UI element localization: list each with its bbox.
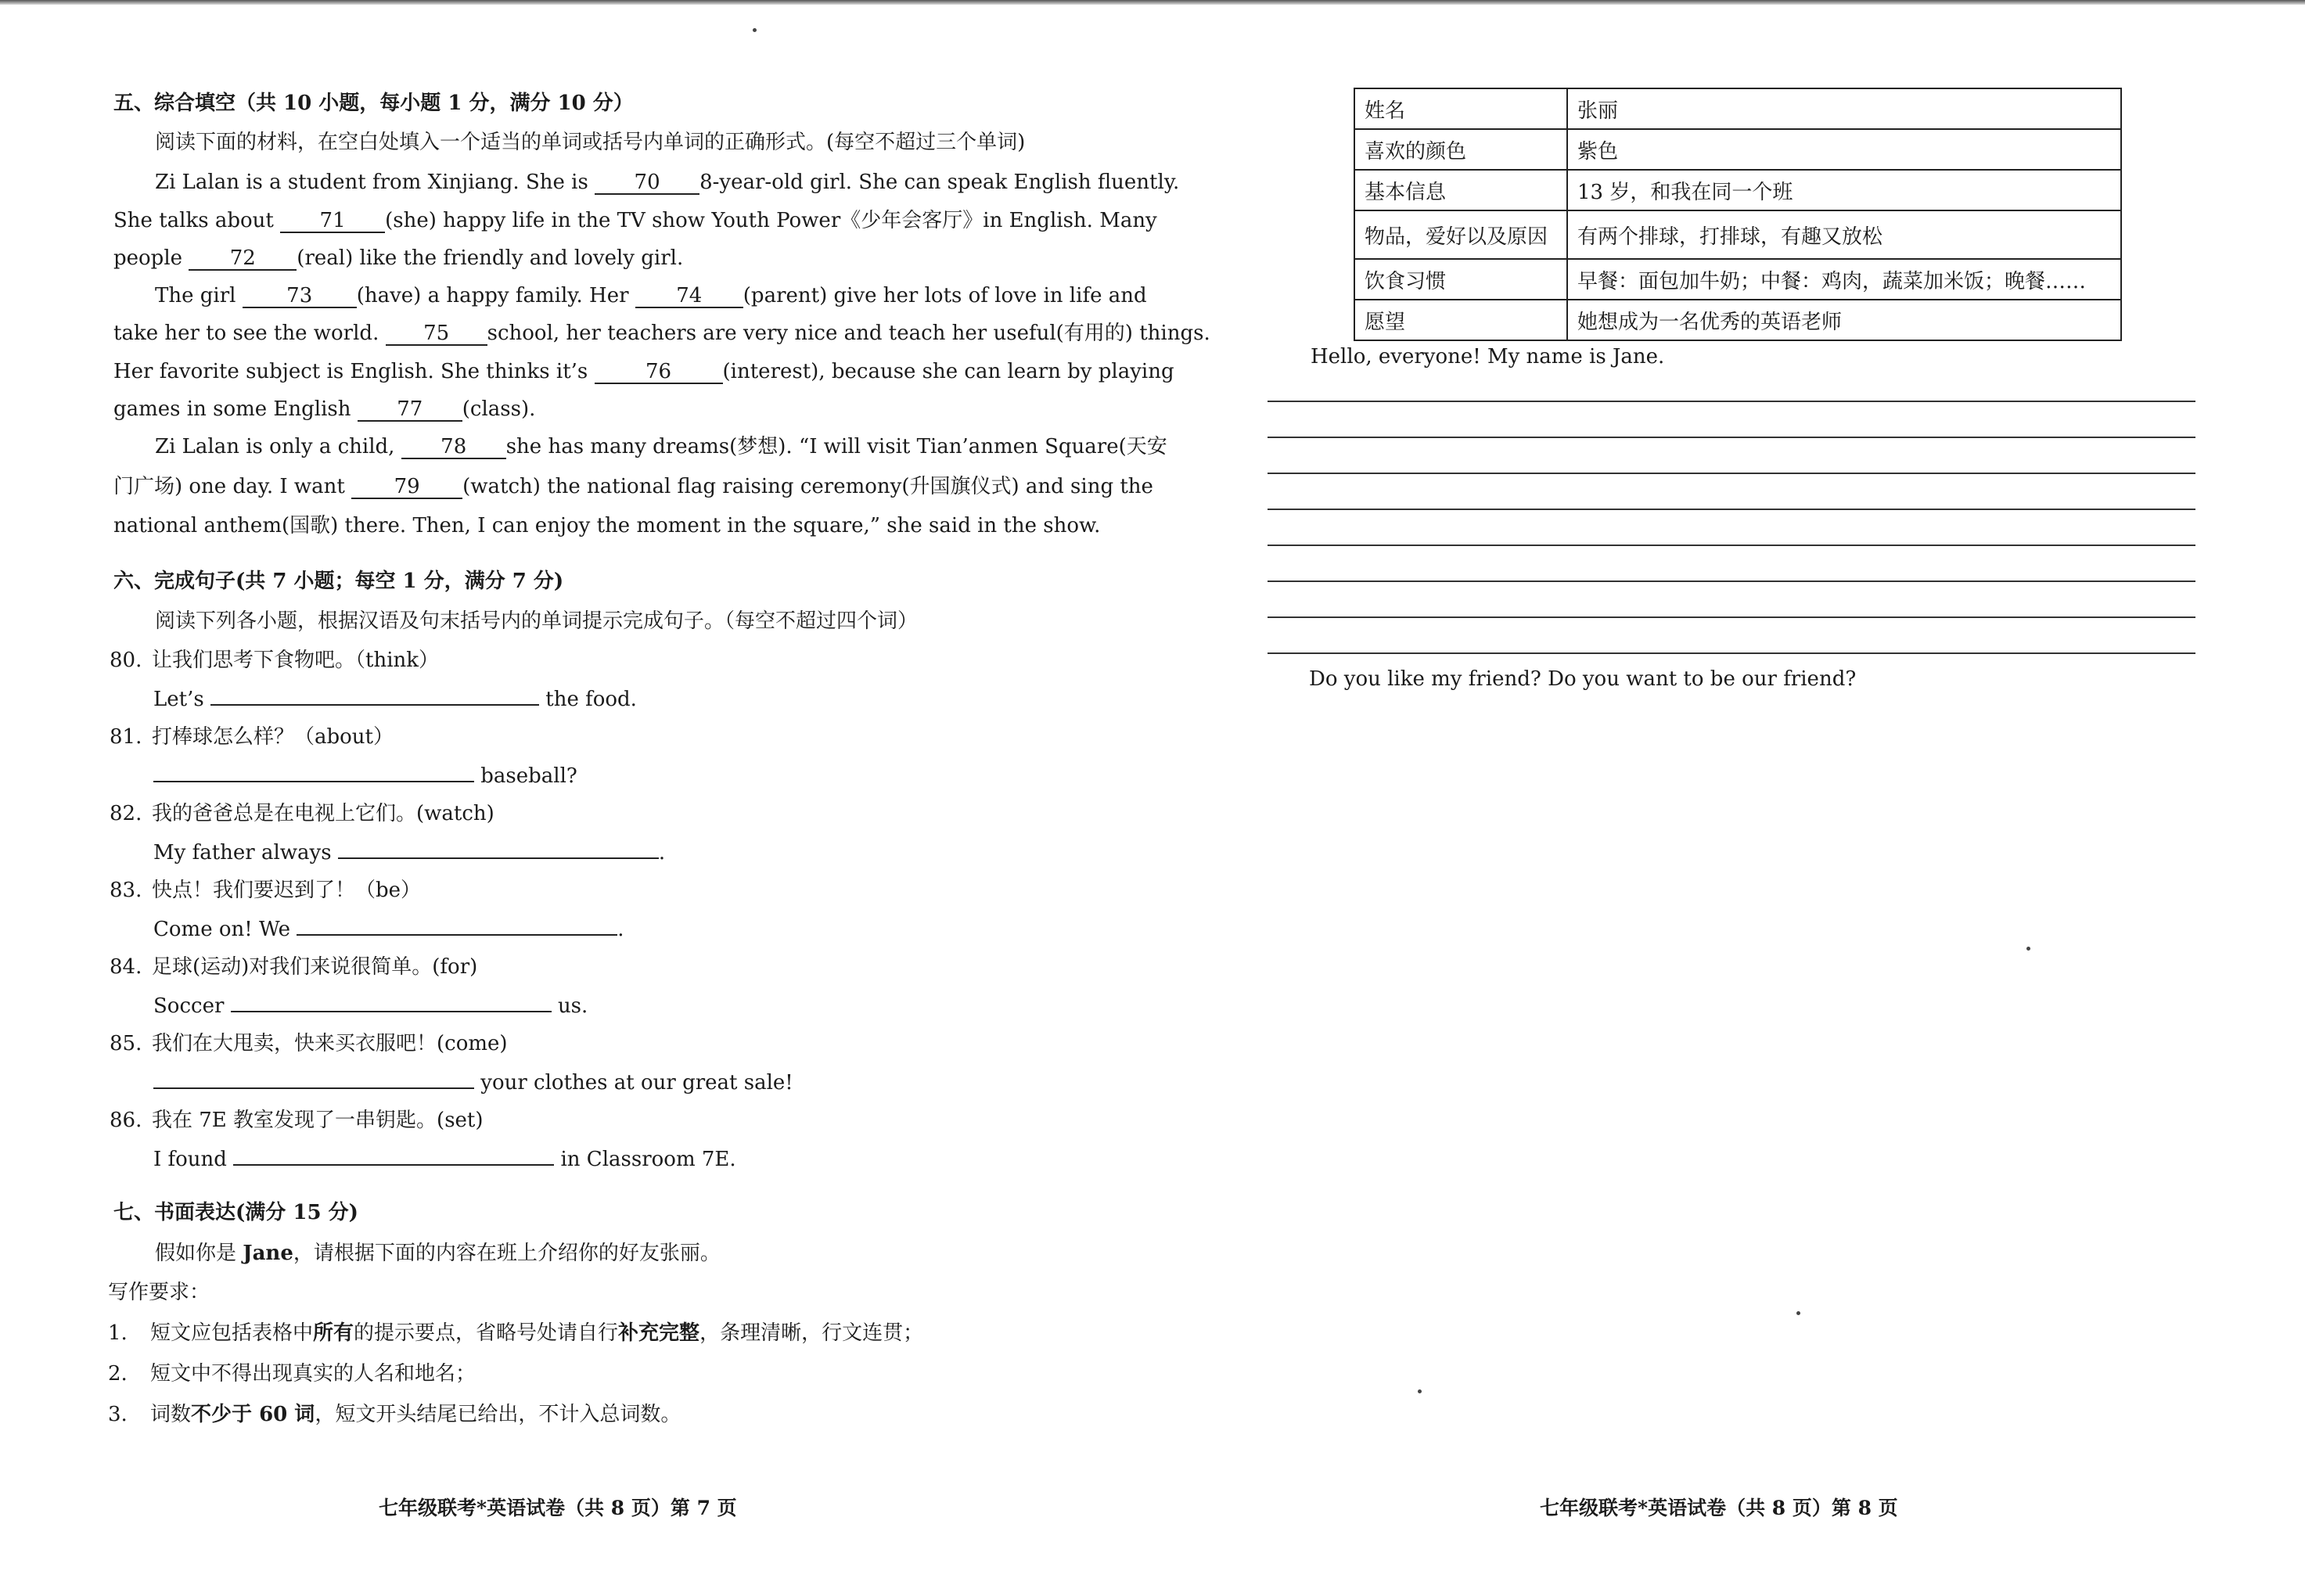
question-80-answer [153,687,637,712]
question-prompt: 我们在大甩卖，快来买衣服吧！(come) [152,1032,508,1055]
table-key: 饮食习惯 [1354,259,1567,300]
answer-blank-83[interactable] [297,934,617,936]
page-footer-left: 七年级联考*英语试卷（共 8 页）第 7 页 [379,1497,737,1519]
table-key: 姓名 [1354,88,1567,129]
scan-speck [1418,1389,1422,1393]
requirement-number: 2. [108,1362,128,1386]
question-prompt: 让我们思考下食物吧。（think） [152,649,440,672]
text: . [617,918,624,941]
table-key: 喜欢的颜色 [1354,129,1567,170]
table-key: 物品，爱好以及原因 [1354,210,1567,259]
text: us. [557,994,588,1018]
text: ，请根据下面的内容在班上介绍你的好友张丽。 [293,1242,721,1265]
question-85-cn [110,1031,508,1056]
text: . [658,841,666,864]
section5-title: 五、综合填空（共 10 小题，每小题 1 分，满分 10 分） [113,92,634,115]
requirements-title: 写作要求： [108,1281,210,1304]
text: 的提示要点，省略号处请自行 [354,1321,619,1345]
question-number: 81. [110,725,142,749]
text: (have) a happy family. Her [356,284,629,307]
text: 8-year-old girl. She can speak English fluently. [699,171,1180,194]
table-row [1354,88,2121,129]
text: 短文中不得出现真实的人名和地名； [150,1362,476,1386]
table-row [1354,129,2121,170]
question-82-cn [110,801,494,826]
question-81-answer [153,764,577,789]
name-bold: Jane [243,1242,293,1265]
text-bold: 补充完整 [618,1321,700,1345]
requirement-3 [108,1402,681,1427]
text: games in some English [113,397,351,421]
answer-blank-86[interactable] [233,1164,554,1166]
question-83-cn [110,878,421,903]
question-86-answer [153,1147,736,1172]
blank-77[interactable]: 77 [358,398,462,422]
text: baseball? [480,764,577,788]
requirement-2 [108,1361,476,1386]
question-83-answer [153,917,624,942]
question-number: 80. [110,649,142,672]
question-82-answer [153,840,665,865]
info-table [1354,88,2122,341]
question-84-cn [110,954,477,980]
section7-intro [155,1241,721,1266]
text: Let’s [153,688,204,711]
blank-73[interactable]: 73 [243,285,357,308]
table-value: 她想成为一名优秀的英语老师 [1567,300,2121,340]
blank-75[interactable]: 75 [386,322,487,346]
answer-blank-84[interactable] [231,1011,552,1012]
text: I found [153,1148,227,1171]
requirement-1 [108,1321,923,1346]
text: Zi Lalan is only a child, [155,435,395,458]
passage-line-8 [155,434,1167,459]
text: take her to see the world. [113,322,379,345]
text: ，条理清晰，行文连贯； [699,1321,924,1345]
passage-line-9 [113,474,1153,499]
section5-instruction: 阅读下面的材料，在空白处填入一个适当的单词或括号内单词的正确形式。(每空不超过三个单词) [155,131,1026,154]
question-85-answer [153,1070,793,1095]
passage-line-2 [113,208,1157,233]
table-value: 13 岁，和我在同一个班 [1567,170,2121,210]
scan-speck [753,28,757,32]
table-key: 基本信息 [1354,170,1567,210]
question-81-cn [110,724,394,749]
writing-line[interactable] [1268,652,2195,654]
answer-blank-85[interactable] [153,1087,474,1089]
text: people [113,246,183,270]
question-prompt: 快点！我们要迟到了！（be） [152,879,422,902]
table-value: 紫色 [1567,129,2121,170]
text-bold: 所有 [313,1321,354,1345]
text: 短文应包括表格中 [150,1321,314,1345]
text: 假如你是 [155,1242,237,1265]
writing-line[interactable] [1268,473,2195,474]
table-value: 早餐：面包加牛奶；中餐：鸡肉，蔬菜加米饭；晚餐…… [1567,259,2121,300]
essay-closing: Do you like my friend? Do you want to be our friend? [1309,667,1857,691]
writing-line[interactable] [1268,401,2195,402]
question-number: 84. [110,955,142,979]
text: (real) like the friendly and lovely girl. [297,246,684,270]
text: ，短文开头结尾已给出，不计入总词数。 [315,1403,681,1426]
question-number: 86. [110,1109,142,1132]
requirement-number: 3. [108,1403,128,1426]
table-row [1354,170,2121,210]
text: Her favorite subject is English. She thinks it’s [113,360,588,383]
blank-74[interactable]: 74 [635,285,743,308]
writing-line[interactable] [1268,545,2195,546]
scan-speck [2026,947,2030,951]
passage-line-6 [113,359,1174,384]
scan-speck [1796,1311,1800,1315]
writing-line[interactable] [1268,509,2195,510]
question-84-answer [153,994,588,1019]
text: your clothes at our great sale! [480,1071,793,1095]
answer-blank-81[interactable] [153,781,474,782]
question-prompt: 足球(运动)对我们来说很简单。(for) [152,955,478,979]
blank-78[interactable]: 78 [401,436,506,459]
passage-line-10: national anthem(国歌) there. Then, I can enjoy the moment in the square,” she said in the show. [113,514,1101,537]
table-row [1354,259,2121,300]
text: Come on! We [153,918,290,941]
blank-76[interactable]: 76 [595,361,723,384]
text: 门广场) one day. I want [113,475,345,498]
question-prompt: 我的爸爸总是在电视上它们。(watch) [152,802,494,825]
table-value: 有两个排球，打排球，有趣又放松 [1567,210,2121,259]
passage-line-3 [113,246,683,271]
text: She talks about [113,209,274,232]
question-number: 85. [110,1032,142,1055]
writing-line[interactable] [1268,437,2195,438]
section6-title: 六、完成句子(共 7 小题；每空 1 分，满分 7 分) [113,570,564,593]
essay-opening: Hello, everyone! My name is Jane. [1311,345,1665,368]
passage-line-5 [113,321,1210,346]
question-prompt: 打棒球怎么样？（about） [152,725,394,749]
question-number: 83. [110,879,142,902]
page-footer-right: 七年级联考*英语试卷（共 8 页）第 8 页 [1540,1497,1898,1519]
question-80-cn [110,648,439,673]
text: The girl [155,284,236,307]
writing-line[interactable] [1268,616,2195,618]
writing-line[interactable] [1268,581,2195,582]
text-bold: 不少于 60 词 [191,1403,315,1426]
text: (parent) give her lots of love in life and [743,284,1147,307]
text: Zi Lalan is a student from Xinjiang. She is [155,171,588,194]
table-row [1354,210,2121,259]
passage-line-4 [155,283,1147,308]
section6-instruction: 阅读下列各小题，根据汉语及句末括号内的单词提示完成句子。（每空不超过四个词） [155,609,919,633]
text: My father always [153,841,332,864]
text: (class). [462,397,536,421]
requirement-number: 1. [108,1321,128,1345]
text: she has many dreams(梦想). “I will visit Tian’anmen Square(天安 [505,435,1167,458]
question-86-cn [110,1108,484,1133]
section7-title: 七、书面表达(满分 15 分) [113,1201,358,1224]
text: in Classroom 7E. [560,1148,736,1171]
text: 词数 [150,1403,192,1426]
text: (she) happy life in the TV show Youth Power《少年会客厅》in English. Many [385,209,1157,232]
question-number: 82. [110,802,142,825]
text: Soccer [153,994,225,1018]
table-value: 张丽 [1567,88,2121,129]
blank-70[interactable]: 70 [595,171,699,195]
passage-line-1 [155,170,1179,195]
table-key: 愿望 [1354,300,1567,340]
blank-72[interactable]: 72 [189,247,297,271]
answer-blank-82[interactable] [338,857,659,859]
table-row [1354,300,2121,340]
text: (interest), because she can learn by playing [722,360,1174,383]
passage-line-7 [113,397,535,422]
text: school, her teachers are very nice and teach her useful(有用的) things. [487,322,1210,345]
blank-71[interactable]: 71 [280,210,385,233]
question-prompt: 我在 7E 教室发现了一串钥匙。(set) [152,1109,484,1132]
blank-79[interactable]: 79 [351,476,462,499]
answer-blank-80[interactable] [210,704,539,706]
text: (watch) the national flag raising ceremony(升国旗仪式) and sing the [462,475,1153,498]
text: the food. [545,688,637,711]
